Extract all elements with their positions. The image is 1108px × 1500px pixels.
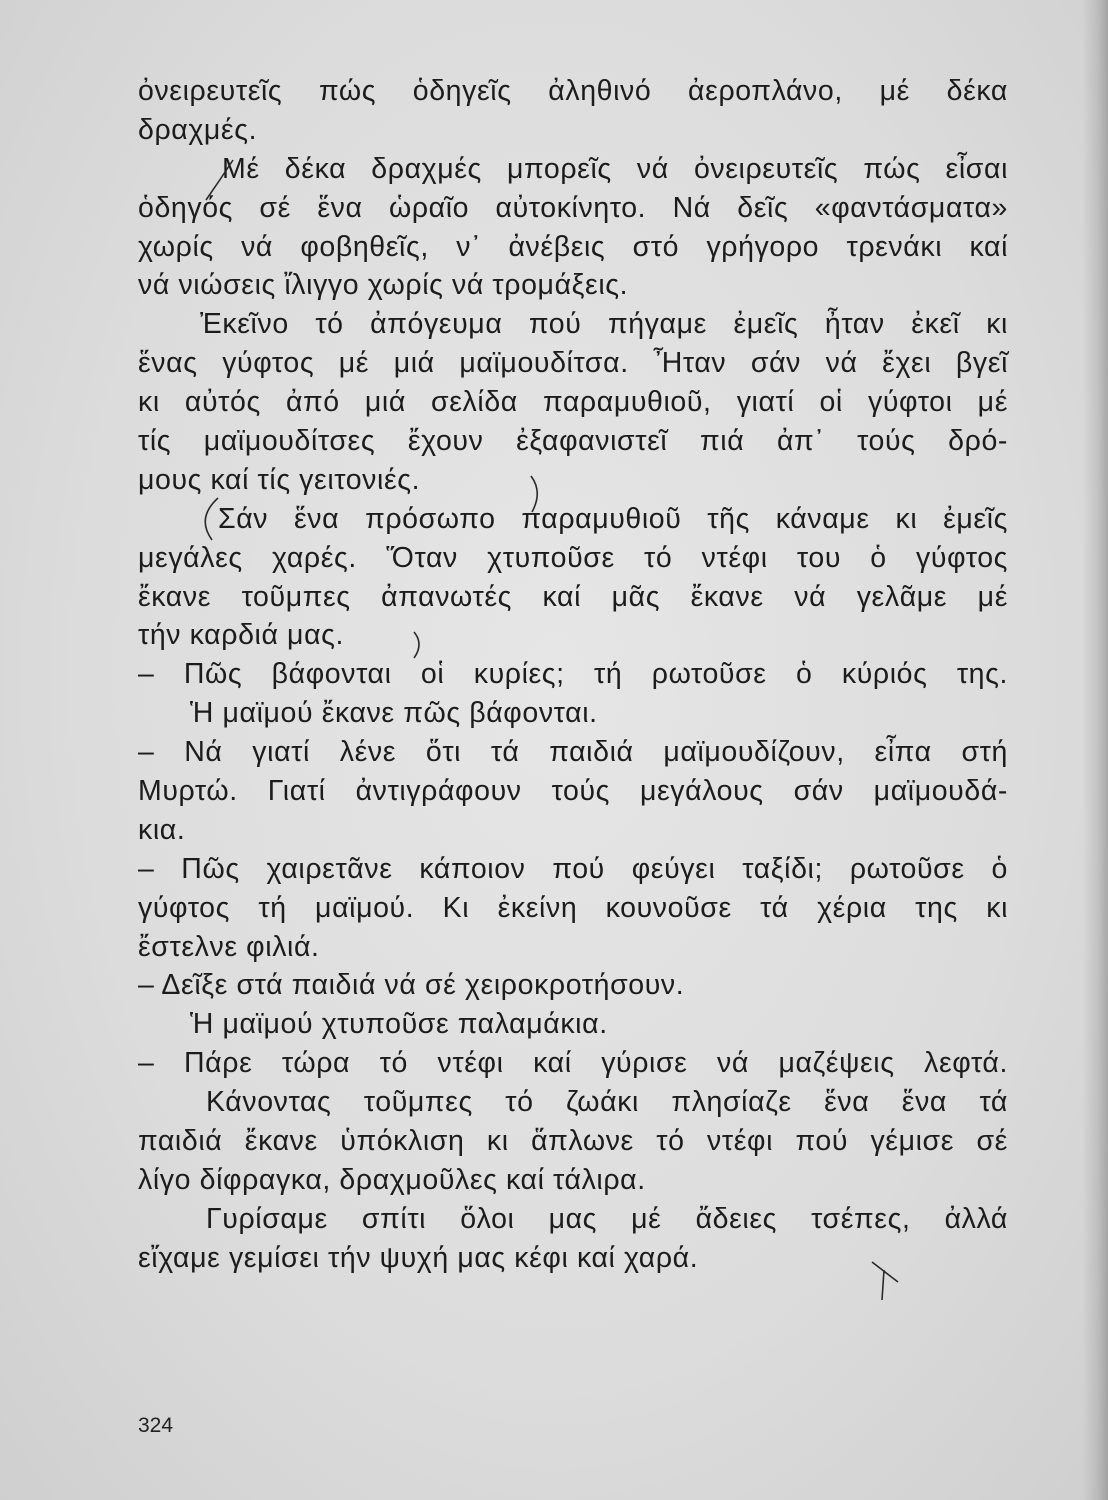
text-line: ἕνας γύφτος μέ μιά μαϊμουδίτσα. Ἦταν σάν νά ἔχει βγεῖ xyxy=(138,347,1008,380)
text-line: παιδιά ἔκανε ὑπόκλιση κι ἅπλωνε τό ντέφι πού γέμισε σέ xyxy=(138,1125,1008,1158)
text-line: κι αὐτός ἀπό μιά σελίδα παραμυθιοῦ, γιατί οἱ γύφτοι μέ xyxy=(138,386,1008,419)
text-line: κια. xyxy=(138,813,186,846)
text-line: – Πῶς χαιρετᾶνε κάποιον πού φεύγει ταξίδι; ρωτοῦσε ὁ xyxy=(138,852,1008,885)
page-edge-shadow xyxy=(1082,0,1108,1500)
text-line: Κάνοντας τοῦμπες τό ζωάκι πλησίαζε ἕνα ἕνα τά xyxy=(206,1086,1008,1119)
text-line: Γυρίσαμε σπίτι ὅλοι μας μέ ἄδειες τσέπες, ἀλλά xyxy=(206,1202,1008,1235)
text-line: τήν καρδιά μας. xyxy=(138,619,345,652)
text-line: νά νιώσεις ἴλιγγο χωρίς νά τρομάξεις. xyxy=(138,269,629,302)
text-line: χωρίς νά φοβηθεῖς, ν᾿ ἀνέβεις στό γρήγορο τρενάκι καί xyxy=(138,230,1008,263)
text-line: Σάν ἕνα πρόσωπο παραμυθιοῦ τῆς κάναμε κι ἐμεῖς xyxy=(218,502,1008,535)
text-line: εἴχαμε γεμίσει τήν ψυχή μας κέφι καί χαρά. xyxy=(138,1241,699,1274)
text-line: – Νά γιατί λένε ὅτι τά παιδιά μαϊμουδίζουν, εἶπα στή xyxy=(138,736,1008,769)
text-line: Ἡ μαϊμού ἔκανε πῶς βάφονται. xyxy=(190,697,598,730)
text-line: Ἐκεῖνο τό ἀπόγευμα πού πήγαμε ἐμεῖς ἦταν ἐκεῖ κι xyxy=(200,308,1008,341)
text-line: ὁδηγός σέ ἕνα ὡραῖο αὐτοκίνητο. Νά δεῖς «φαντάσματα» xyxy=(138,191,1008,224)
text-line: δραχμές. xyxy=(138,113,258,146)
text-line: – Δεῖξε στά παιδιά νά σέ χειροκροτήσουν. xyxy=(138,969,685,1002)
page-number: 324 xyxy=(138,1414,174,1437)
text-line: μεγάλες χαρές. Ὅταν χτυποῦσε τό ντέφι του ὁ γύφτος xyxy=(138,541,1008,574)
text-line: τίς μαϊμουδίτσες ἔχουν ἐξαφανιστεῖ πιά ἀπ᾿ τούς δρό- xyxy=(138,425,1008,458)
text-line: ὀνειρευτεῖς πώς ὁδηγεῖς ἀληθινό ἀεροπλάνο, μέ δέκα xyxy=(138,75,1008,107)
text-line: Μυρτώ. Γιατί ἀντιγράφουν τούς μεγάλους σάν μαϊμουδά- xyxy=(138,775,1008,808)
text-line: ἔκανε τοῦμπες ἀπανωτές καί μᾶς ἔκανε νά γελᾶμε μέ xyxy=(138,580,1008,613)
text-line: – Πάρε τώρα τό ντέφι καί γύρισε νά μαζέψεις λεφτά. xyxy=(138,1047,1008,1080)
text-line: – Πῶς βάφονται οἱ κυρίες; τή ρωτοῦσε ὁ κύριός της. xyxy=(138,658,1008,691)
text-line: λίγο δίφραγκα, δραχμοῦλες καί τάλιρα. xyxy=(138,1163,646,1196)
text-line: ἔστελνε φιλιά. xyxy=(138,930,320,963)
text-line: Μέ δέκα δραχμές μπορεῖς νά ὀνειρευτεῖς πώς εἶσαι xyxy=(222,152,1008,185)
body-text xyxy=(138,72,1008,1278)
text-line: Ἡ μαϊμού χτυποῦσε παλαμάκια. xyxy=(190,1008,608,1041)
text-line: μους καί τίς γειτονιές. xyxy=(138,463,421,496)
text-line: γύφτος τή μαϊμού. Κι ἐκείνη κουνοῦσε τά χέρια της κι xyxy=(138,891,1008,924)
